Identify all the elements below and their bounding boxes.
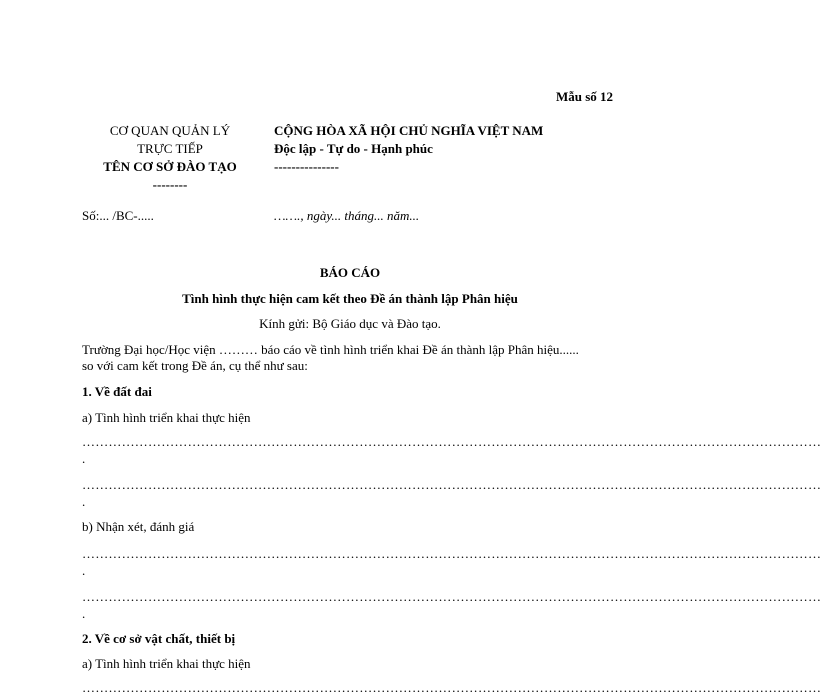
fill-in-line[interactable]: ……………………………………………………………………………………………………………………………………………………	[82, 680, 821, 695]
national-title: CỘNG HÒA XÃ HỘI CHỦ NGHĨA VIỆT NAM	[274, 123, 544, 138]
fill-in-line[interactable]: ……………………………………………………………………………………………………………………………………………………	[82, 477, 821, 492]
left-header	[80, 122, 260, 194]
document-date: ……., ngày... tháng... năm...	[274, 208, 420, 223]
section-1b-label: b) Nhận xét, đánh giá	[82, 519, 195, 534]
fill-in-line-end: .	[82, 606, 86, 621]
section-1a-label: a) Tình hình triển khai thực hiện	[82, 410, 251, 425]
agency-line-1: CƠ QUAN QUẢN LÝ	[109, 123, 231, 138]
institution-name: TÊN CƠ SỞ ĐÀO TẠO	[103, 159, 237, 174]
left-header-rule: --------	[152, 177, 188, 192]
recipient-line: Kính gửi: Bộ Giáo dục và Đào tạo.	[259, 316, 441, 331]
form-number: Mẫu số 12	[556, 89, 614, 104]
fill-in-line[interactable]: ……………………………………………………………………………………………………………………………………………………	[82, 546, 821, 561]
fill-in-line-end: .	[82, 494, 86, 509]
report-title: BÁO CÁO	[319, 265, 381, 280]
intro-line-1: Trường Đại học/Học viện ……… báo cáo về tình hình triển khai Đề án thành lập Phân hiệu......	[82, 342, 579, 357]
section-2a-label: a) Tình hình triển khai thực hiện	[82, 656, 251, 671]
fill-in-line-end: .	[82, 563, 86, 578]
right-header	[274, 122, 543, 176]
section-2-heading: 2. Về cơ sở vật chất, thiết bị	[82, 631, 236, 646]
right-header-rule: ---------------	[274, 159, 339, 174]
fill-in-line[interactable]: ……………………………………………………………………………………………………………………………………………………	[82, 434, 821, 449]
agency-line-2: TRỰC TIẾP	[137, 141, 203, 156]
intro-line-2: so với cam kết trong Đề án, cụ thể như sau:	[82, 358, 308, 373]
section-1-heading: 1. Về đất đai	[82, 384, 152, 399]
national-motto: Độc lập - Tự do - Hạnh phúc	[274, 141, 433, 156]
fill-in-line-end: .	[82, 451, 86, 466]
fill-in-line[interactable]: ……………………………………………………………………………………………………………………………………………………	[82, 589, 821, 604]
document-number: Số:... /BC-.....	[82, 208, 154, 223]
report-subtitle: Tình hình thực hiện cam kết theo Đề án thành lập Phân hiệu	[182, 291, 518, 306]
